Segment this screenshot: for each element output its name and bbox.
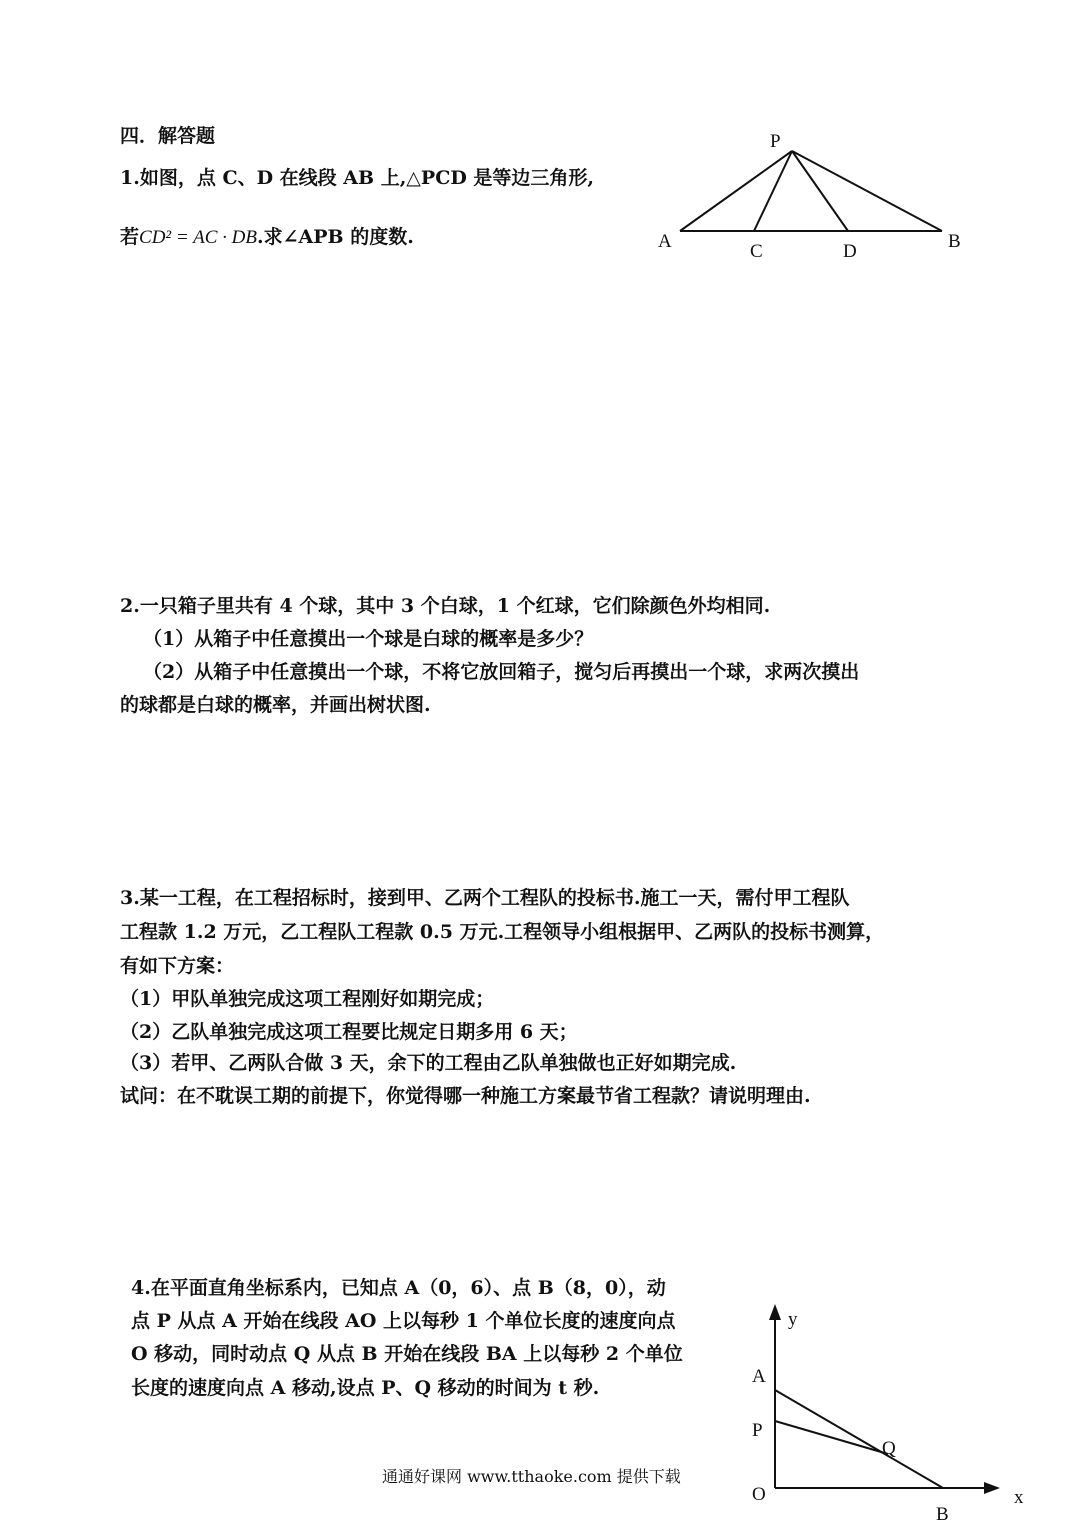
- q3-line1: 3.某一工程，在工程招标时，接到甲、乙两个工程队的投标书.施工一天，需付甲工程队: [120, 887, 850, 909]
- y-axis-arrow: [769, 1304, 781, 1320]
- q2-intro: 2.一只箱子里共有 4 个球，其中 3 个白球，1 个红球，它们除颜色外均相同.: [120, 595, 771, 617]
- segment-PC: [754, 151, 792, 231]
- q3-question: 试问：在不耽误工期的前提下，你觉得哪一种施工方案最节省工程款？请说明理由.: [120, 1085, 811, 1107]
- q4-line3: O 移动，同时动点 Q 从点 B 开始在线段 BA 上以每秒 2 个单位: [131, 1343, 683, 1365]
- label-y: y: [788, 1309, 798, 1330]
- footer-source: 通通好课网 www.tthaoke.com 提供下载: [382, 1467, 681, 1486]
- label-P: P: [752, 1420, 763, 1441]
- label-A: A: [752, 1366, 766, 1387]
- segment-PA: [680, 151, 792, 231]
- x-axis-arrow: [984, 1482, 1000, 1494]
- label-D: D: [843, 241, 857, 262]
- q2-part1: （1）从箱子中任意摸出一个球是白球的概率是多少？: [143, 628, 594, 650]
- q1-line2-suffix: .求∠APB 的度数.: [256, 226, 414, 248]
- segment-PD: [792, 151, 848, 231]
- q1-line1: 1.如图，点 C、D 在线段 AB 上,△PCD 是等边三角形,: [120, 167, 595, 189]
- q3-plan1: （1）甲队单独完成这项工程刚好如期完成；: [120, 988, 495, 1010]
- q4-line4: 长度的速度向点 A 移动,设点 P、Q 移动的时间为 t 秒.: [131, 1377, 600, 1399]
- label-B: B: [936, 1504, 949, 1525]
- q2-part2-line2: 的球都是白球的概率，并画出树状图.: [120, 694, 431, 716]
- label-C: C: [750, 241, 763, 262]
- figure1-diagram: [650, 125, 980, 265]
- label-x: x: [1014, 1487, 1024, 1508]
- q3-line2: 工程款 1.2 万元，乙工程队工程款 0.5 万元.工程领导小组根据甲、乙两队的投标书测算，: [120, 921, 885, 943]
- label-Q: Q: [882, 1438, 896, 1459]
- q1-formula: CD² = AC · DB: [139, 227, 257, 248]
- q4-line1: 4.在平面直角坐标系内，已知点 A（0，6）、点 B（8，0），动: [131, 1277, 666, 1299]
- figure2-diagram: [740, 1290, 1040, 1530]
- q3-plan2: （2）乙队单独完成这项工程要比规定日期多用 6 天；: [120, 1021, 578, 1043]
- q4-line2: 点 P 从点 A 开始在线段 AO 上以每秒 1 个单位长度的速度向点: [131, 1310, 676, 1332]
- segment-PB: [792, 151, 942, 231]
- segment-PQ: [775, 1421, 888, 1454]
- q3-plan3: （3）若甲、乙两队合做 3 天，余下的工程由乙队单独做也正好如期完成.: [120, 1052, 737, 1074]
- label-B: B: [948, 231, 961, 252]
- section-title: 四．解答题: [120, 125, 216, 147]
- q1-line2: [120, 225, 414, 250]
- q2-part2-line1: （2）从箱子中任意摸出一个球，不将它放回箱子，搅匀后再摸出一个球，求两次摸出: [143, 661, 860, 683]
- q3-line3: 有如下方案：: [120, 955, 235, 977]
- segment-AB: [775, 1390, 943, 1488]
- label-O: O: [752, 1484, 766, 1505]
- label-P: P: [770, 131, 781, 152]
- q1-line2-prefix: 若: [120, 226, 140, 248]
- label-A: A: [658, 231, 672, 252]
